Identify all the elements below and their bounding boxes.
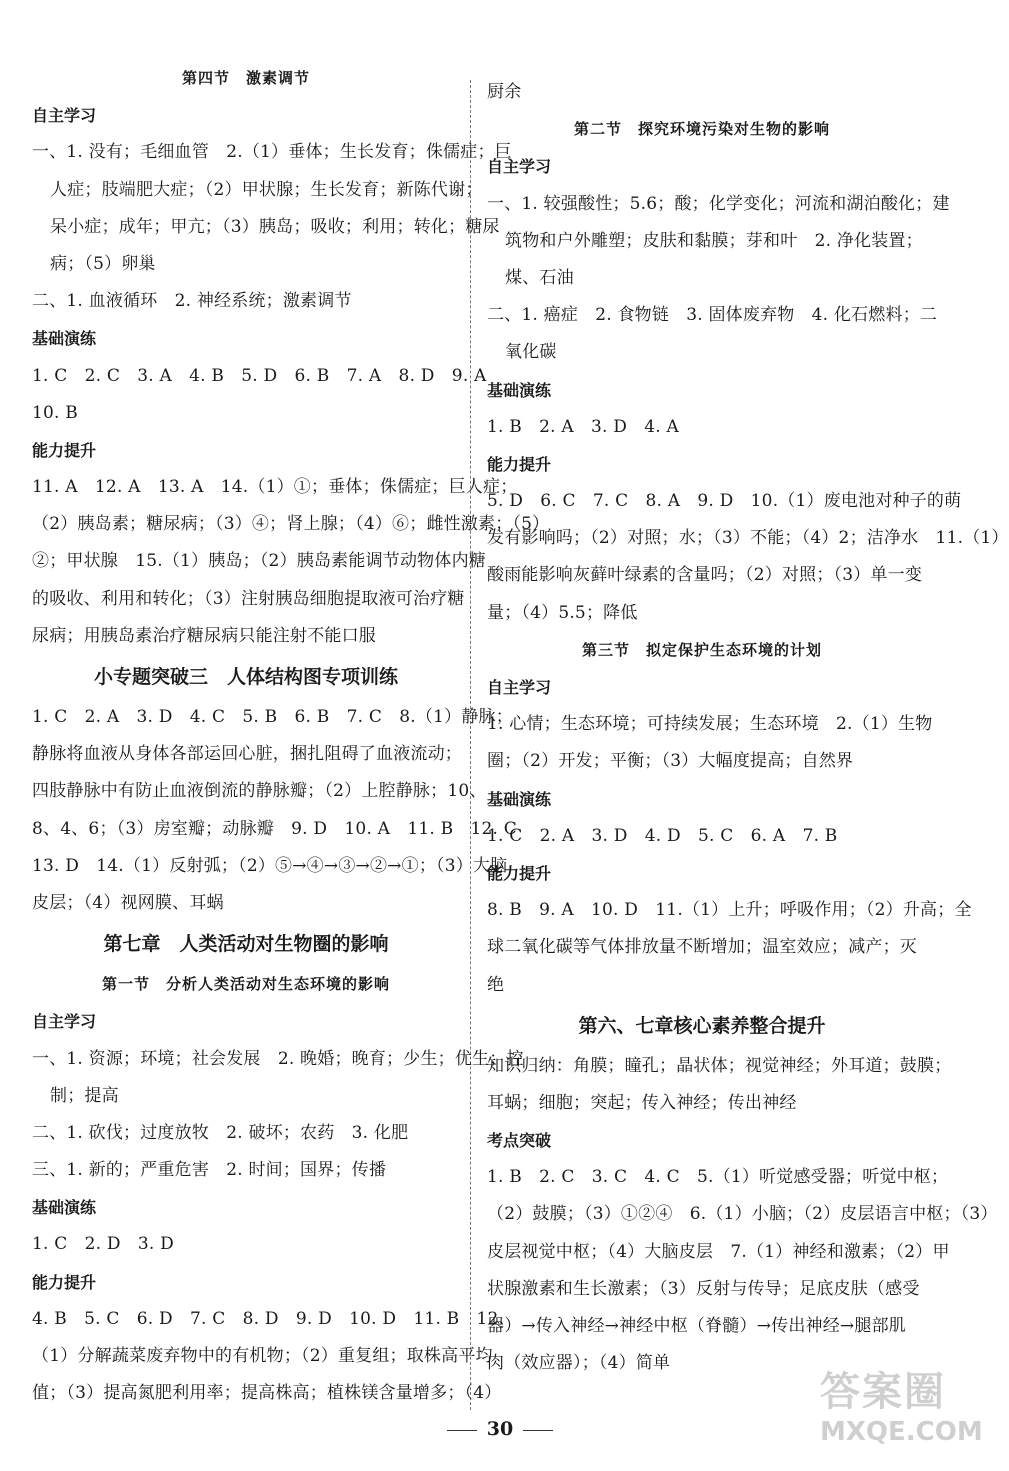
text-line: 的吸收、利用和转化；（3）注射胰岛细胞提取液可治疗糖 — [32, 588, 465, 609]
text-line: 1. C 2. D 3. D — [32, 1234, 174, 1255]
subheading: 自主学习 — [32, 106, 97, 126]
chapter-heading: 第七章 人类活动对生物圈的影响 — [103, 933, 389, 956]
text-line: 1. C 2. A 3. D 4. D 5. C 6. A 7. B — [487, 825, 838, 846]
section-title: 第三节 拟定保护生态环境的计划 — [581, 640, 822, 659]
text-line: 三、1. 新的；严重危害 2. 时间；国界；传播 — [32, 1160, 387, 1181]
section-title: 第一节 分析人类活动对生态环境的影响 — [101, 975, 390, 994]
text-line: 1. 心情；生态环境；可持续发展；生态环境 2.（1）生物 — [487, 714, 933, 735]
text-line: ②；甲状腺 15.（1）胰岛；（2）胰岛素能调节动物体内糖 — [32, 551, 486, 572]
watermark-logo — [820, 1360, 990, 1460]
subheading: 基础演练 — [487, 380, 552, 400]
text-line: 知识归纳：角膜；瞳孔；晶状体；视觉神经；外耳道；鼓膜； — [487, 1055, 952, 1076]
text-line: 静脉将血液从身体各部运回心脏，捆扎阻碍了血液流动； — [32, 744, 462, 765]
text-line: 8、4、6；（3）房室瓣；动脉瓣 9. D 10. A 11. B 12. C — [32, 818, 517, 839]
text-line: 状腺激素和生长激素；（3）反射与传导；足底皮肤（感受 — [487, 1278, 920, 1299]
subheading: 能力提升 — [32, 440, 97, 460]
subheading: 能力提升 — [487, 863, 552, 883]
text-line: 球二氧化碳等气体排放量不断增加；温室效应；减产；灭 — [487, 937, 917, 958]
text-line: 皮层视觉中枢；（4）大脑皮层 7.（1）神经和激素；（2）甲 — [487, 1241, 950, 1262]
text-line: 四肢静脉中有防止血液倒流的静脉瓣；（2）上腔静脉；10、 — [32, 781, 487, 802]
text-line: 发有影响吗；（2）对照；水；（3）不能；（4）2；洁净水 11.（1） — [487, 528, 1009, 549]
subheading: 自主学习 — [487, 678, 552, 697]
subheading: 基础演练 — [487, 789, 552, 809]
subheading: 能力提升 — [487, 454, 552, 474]
text-line: 一、1. 没有；毛细血管 2.（1）垂体；生长发育；侏儒症；巨 — [32, 142, 512, 163]
text-line: （2）胰岛素；糖尿病；（3）④；肾上腺；（4）⑥；雌性激素；（5） — [32, 514, 550, 535]
subheading: 自主学习 — [32, 1012, 97, 1032]
text-line: 酸雨能影响灰藓叶绿素的含量吗；（2）对照；（3）单一变 — [487, 565, 923, 586]
text-line: 一、1. 资源；环境；社会发展 2. 晚婚；晚育；少生；优生；控 — [32, 1048, 524, 1069]
text-line: 氧化碳 — [505, 342, 557, 363]
text-line: 绝 — [487, 974, 505, 995]
text-line: 器）→传入神经→神经中枢（脊髓）→传出神经→腿部肌 — [487, 1316, 906, 1336]
footer-dash-left — [447, 1430, 477, 1431]
footer-dash-right — [523, 1430, 553, 1431]
text-line: 1. C 2. C 3. A 4. B 5. D 6. B 7. A 8. D 9. A — [32, 365, 487, 386]
subheading: 基础演练 — [32, 1198, 97, 1218]
text-line: 13. D 14.（1）反射弧；（2）⑤→④→③→②→①；（3）大脑 — [32, 855, 508, 876]
section-heading: 第六、七章核心素养整合提升 — [578, 1014, 826, 1037]
text-line: 制；提高 — [50, 1085, 119, 1106]
text-line: 8. B 9. A 10. D 11.（1）上升；呼吸作用；（2）升高；全 — [487, 900, 972, 921]
text-line: 耳蜗；细胞；突起；传入神经；传出神经 — [487, 1092, 797, 1113]
text-line: 煤、石油 — [505, 267, 574, 288]
text-line: 量；（4）5.5；降低 — [487, 602, 638, 623]
text-line: 皮层；（4）视网膜、耳蜗 — [32, 892, 224, 913]
section-title: 第二节 探究环境污染对生物的影响 — [573, 120, 830, 139]
watermark-url: MXQE.COM — [820, 1417, 983, 1447]
section-title: 第四节 激素调节 — [181, 69, 310, 87]
subheading: 考点突破 — [487, 1131, 552, 1151]
text-line: （1）分解蔬菜废弃物中的有机物；（2）重复组；取株高平均 — [32, 1346, 493, 1366]
text-line: 筑物和户外雕塑；皮肤和黏膜；芽和叶 2. 净化装置； — [505, 230, 923, 251]
text-line: 11. A 12. A 13. A 14.（1）①；垂体；侏儒症；巨人症； — [32, 477, 518, 498]
page-number: 30 — [486, 1418, 514, 1440]
text-line: 尿病；用胰岛素治疗糖尿病只能注射不能口服 — [32, 625, 376, 646]
subheading: 自主学习 — [487, 157, 552, 177]
subheading: 基础演练 — [32, 329, 97, 349]
watermark-text: 答案圈 — [820, 1369, 946, 1415]
text-line: 值；（3）提高氮肥利用率；提高株高；植株镁含量增多；（4） — [32, 1383, 502, 1404]
text-line: （2）鼓膜；（3）①②④ 6.（1）小脑；（2）皮层语言中枢；（3） — [487, 1204, 998, 1225]
right-column — [487, 74, 1009, 1382]
text-line: 1. B 2. C 3. C 4. C 5.（1）听觉感受器；听觉中枢； — [487, 1167, 949, 1188]
text-line: 二、1. 血液循环 2. 神经系统；激素调节 — [32, 291, 352, 312]
text-line: 二、1. 癌症 2. 食物链 3. 固体废弃物 4. 化石燃料；二 — [487, 305, 938, 326]
text-line: 4. B 5. C 6. D 7. C 8. D 9. D 10. D 11. B 12. — [32, 1308, 505, 1329]
column-divider — [470, 80, 471, 1410]
section-heading: 小专题突破三 人体结构图专项训练 — [93, 666, 398, 688]
text-line: 肉（效应器）；（4）简单 — [487, 1353, 671, 1374]
text-line: 二、1. 砍伐；过度放牧 2. 破坏；农药 3. 化肥 — [32, 1122, 409, 1143]
text-line: 呆小症；成年；甲亢；（3）胰岛；吸收；利用；转化；糖尿 — [50, 216, 500, 237]
text-line: 10. B — [32, 402, 78, 423]
text-line: 人症；肢端肥大症；（2）甲状腺；生长发育；新陈代谢； — [50, 179, 483, 200]
text-line: 1. B 2. A 3. D 4. A — [487, 416, 679, 437]
subheading: 能力提升 — [32, 1272, 97, 1292]
text-line: 5. D 6. C 7. C 8. A 9. D 10.（1）废电池对种子的萌 — [487, 491, 962, 512]
text-line: 厨余 — [487, 82, 522, 102]
text-line: 圈；（2）开发；平衡；（3）大幅度提高；自然界 — [487, 751, 854, 772]
text-line: 病；（5）卵巢 — [50, 253, 156, 274]
text-line: 一、1. 较强酸性；5.6；酸；化学变化；河流和湖泊酸化；建 — [487, 193, 950, 214]
text-line: 1. C 2. A 3. D 4. C 5. B 6. B 7. C 8.（1）静脉； — [32, 707, 513, 727]
